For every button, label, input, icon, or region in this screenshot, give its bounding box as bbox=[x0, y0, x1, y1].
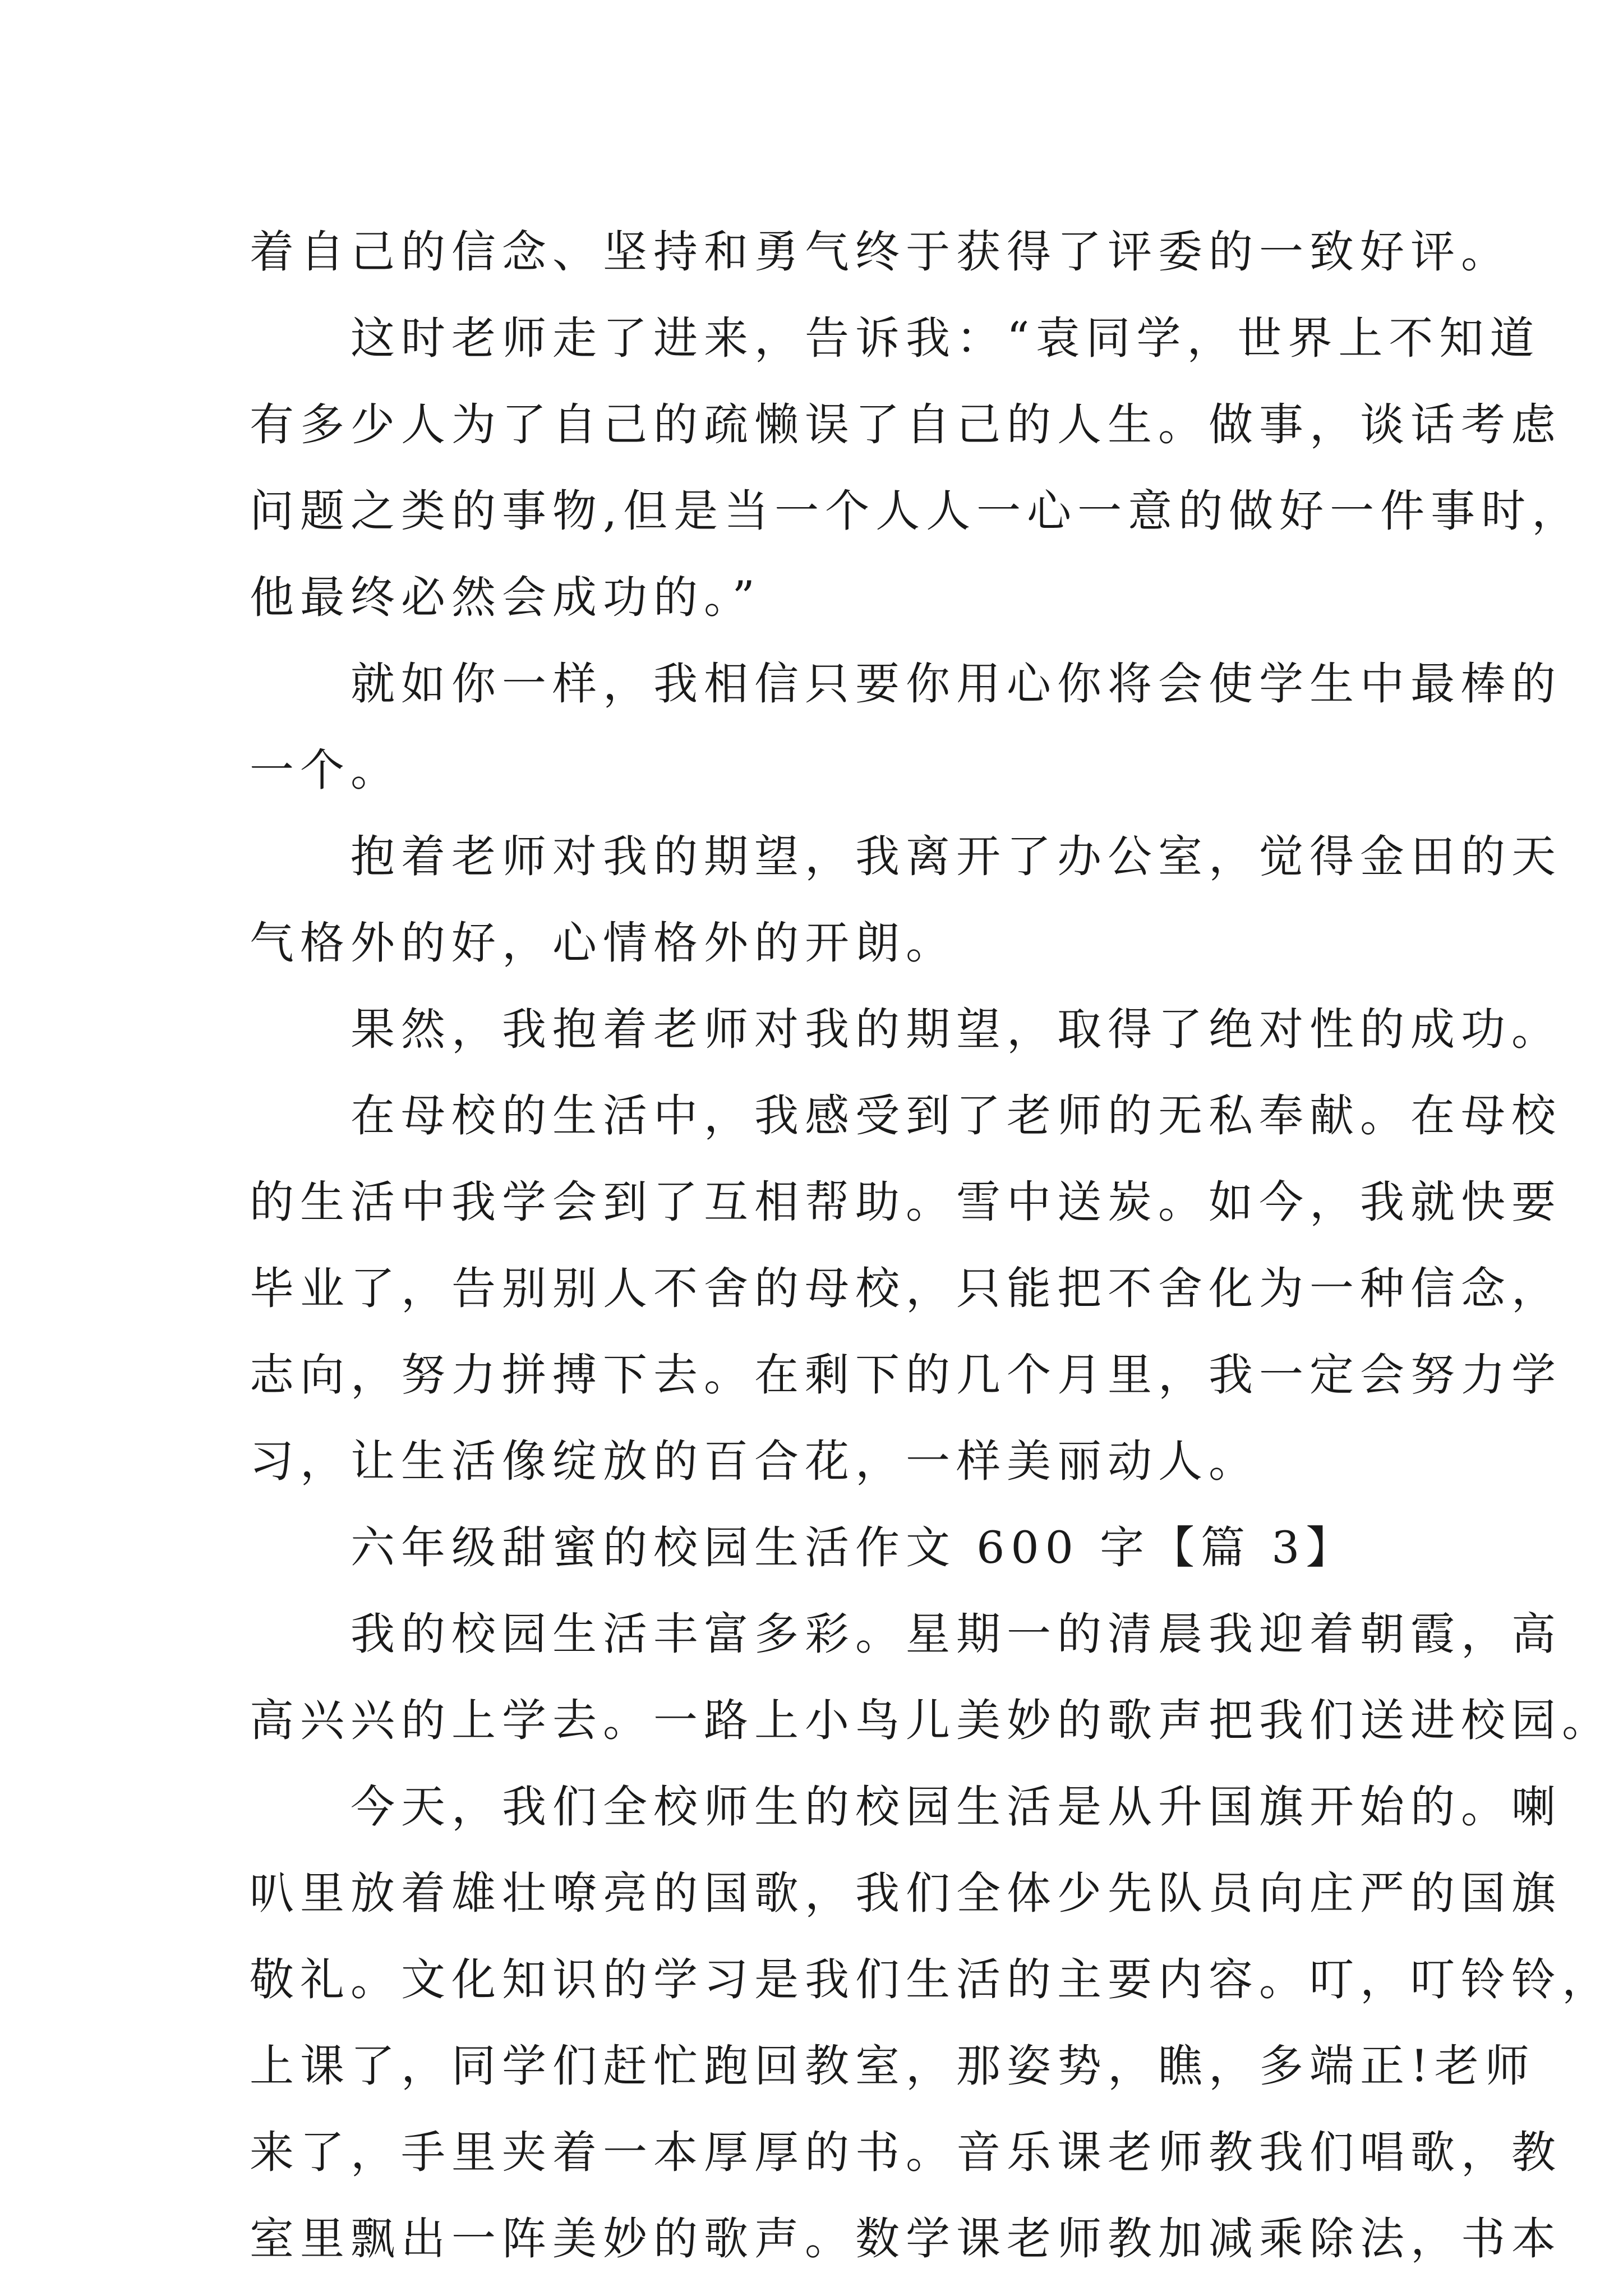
text-line: 高兴兴的上学去。一路上小鸟儿美妙的歌声把我们送进校园。 bbox=[250, 1695, 1612, 1746]
text-line: 他最终必然会成功的。” bbox=[250, 572, 761, 623]
text-line: 的生活中我学会到了互相帮助。雪中送炭。如今，我就快要 bbox=[250, 1176, 1562, 1228]
text-line: 志向，努力拼搏下去。在剩下的几个月里，我一定会努力学 bbox=[250, 1349, 1562, 1401]
text-line: 果然，我抱着老师对我的期望，取得了绝对性的成功。 bbox=[250, 1004, 1562, 1055]
section-heading: 六年级甜蜜的校园生活作文 600 字【篇 3】 bbox=[250, 1522, 1357, 1573]
text-line: 上课了，同学们赶忙跑回教室，那姿势，瞧，多端正!老师 bbox=[250, 2040, 1536, 2092]
text-line: 叭里放着雄壮嘹亮的国歌，我们全体少先队员向庄严的国旗 bbox=[250, 1867, 1562, 1919]
text-line: 室里飘出一阵美妙的歌声。数学课老师教加减乘除法，书本 bbox=[250, 2213, 1562, 2265]
text-line: 毕业了，告别别人不舍的母校，只能把不舍化为一种信念， bbox=[250, 1263, 1562, 1314]
text-line: 抱着老师对我的期望，我离开了办公室，觉得金田的天 bbox=[250, 831, 1562, 882]
text-line: 习，让生活像绽放的百合花，一样美丽动人。 bbox=[250, 1435, 1259, 1487]
text-line: 这时老师走了进来，告诉我：“袁同学，世界上不知道 bbox=[250, 312, 1541, 364]
text-line: 问题之类的事物,但是当一个人人一心一意的做好一件事时， bbox=[250, 485, 1583, 537]
text-line: 着自己的信念、坚持和勇气终于获得了评委的一致好评。 bbox=[250, 226, 1511, 278]
text-line: 敬礼。文化知识的学习是我们生活的主要内容。叮，叮铃铃， bbox=[250, 1954, 1612, 2005]
essay-body bbox=[250, 209, 1612, 2282]
text-line: 今天，我们全校师生的校园生活是从升国旗开始的。喇 bbox=[250, 1781, 1562, 1833]
text-line: 在母校的生活中，我感受到了老师的无私奉献。在母校 bbox=[250, 1090, 1562, 1142]
text-line: 有多少人为了自己的疏懒误了自己的人生。做事，谈话考虑 bbox=[250, 399, 1562, 450]
text-line: 一个。 bbox=[250, 744, 401, 796]
text-line: 来了，手里夹着一本厚厚的书。音乐课老师教我们唱歌，教 bbox=[250, 2127, 1562, 2178]
text-line: 气格外的好，心情格外的开朗。 bbox=[250, 917, 956, 969]
text-line: 我的校园生活丰富多彩。星期一的清晨我迎着朝霞，高 bbox=[250, 1608, 1562, 1660]
text-line: 就如你一样，我相信只要你用心你将会使学生中最棒的 bbox=[250, 658, 1562, 710]
